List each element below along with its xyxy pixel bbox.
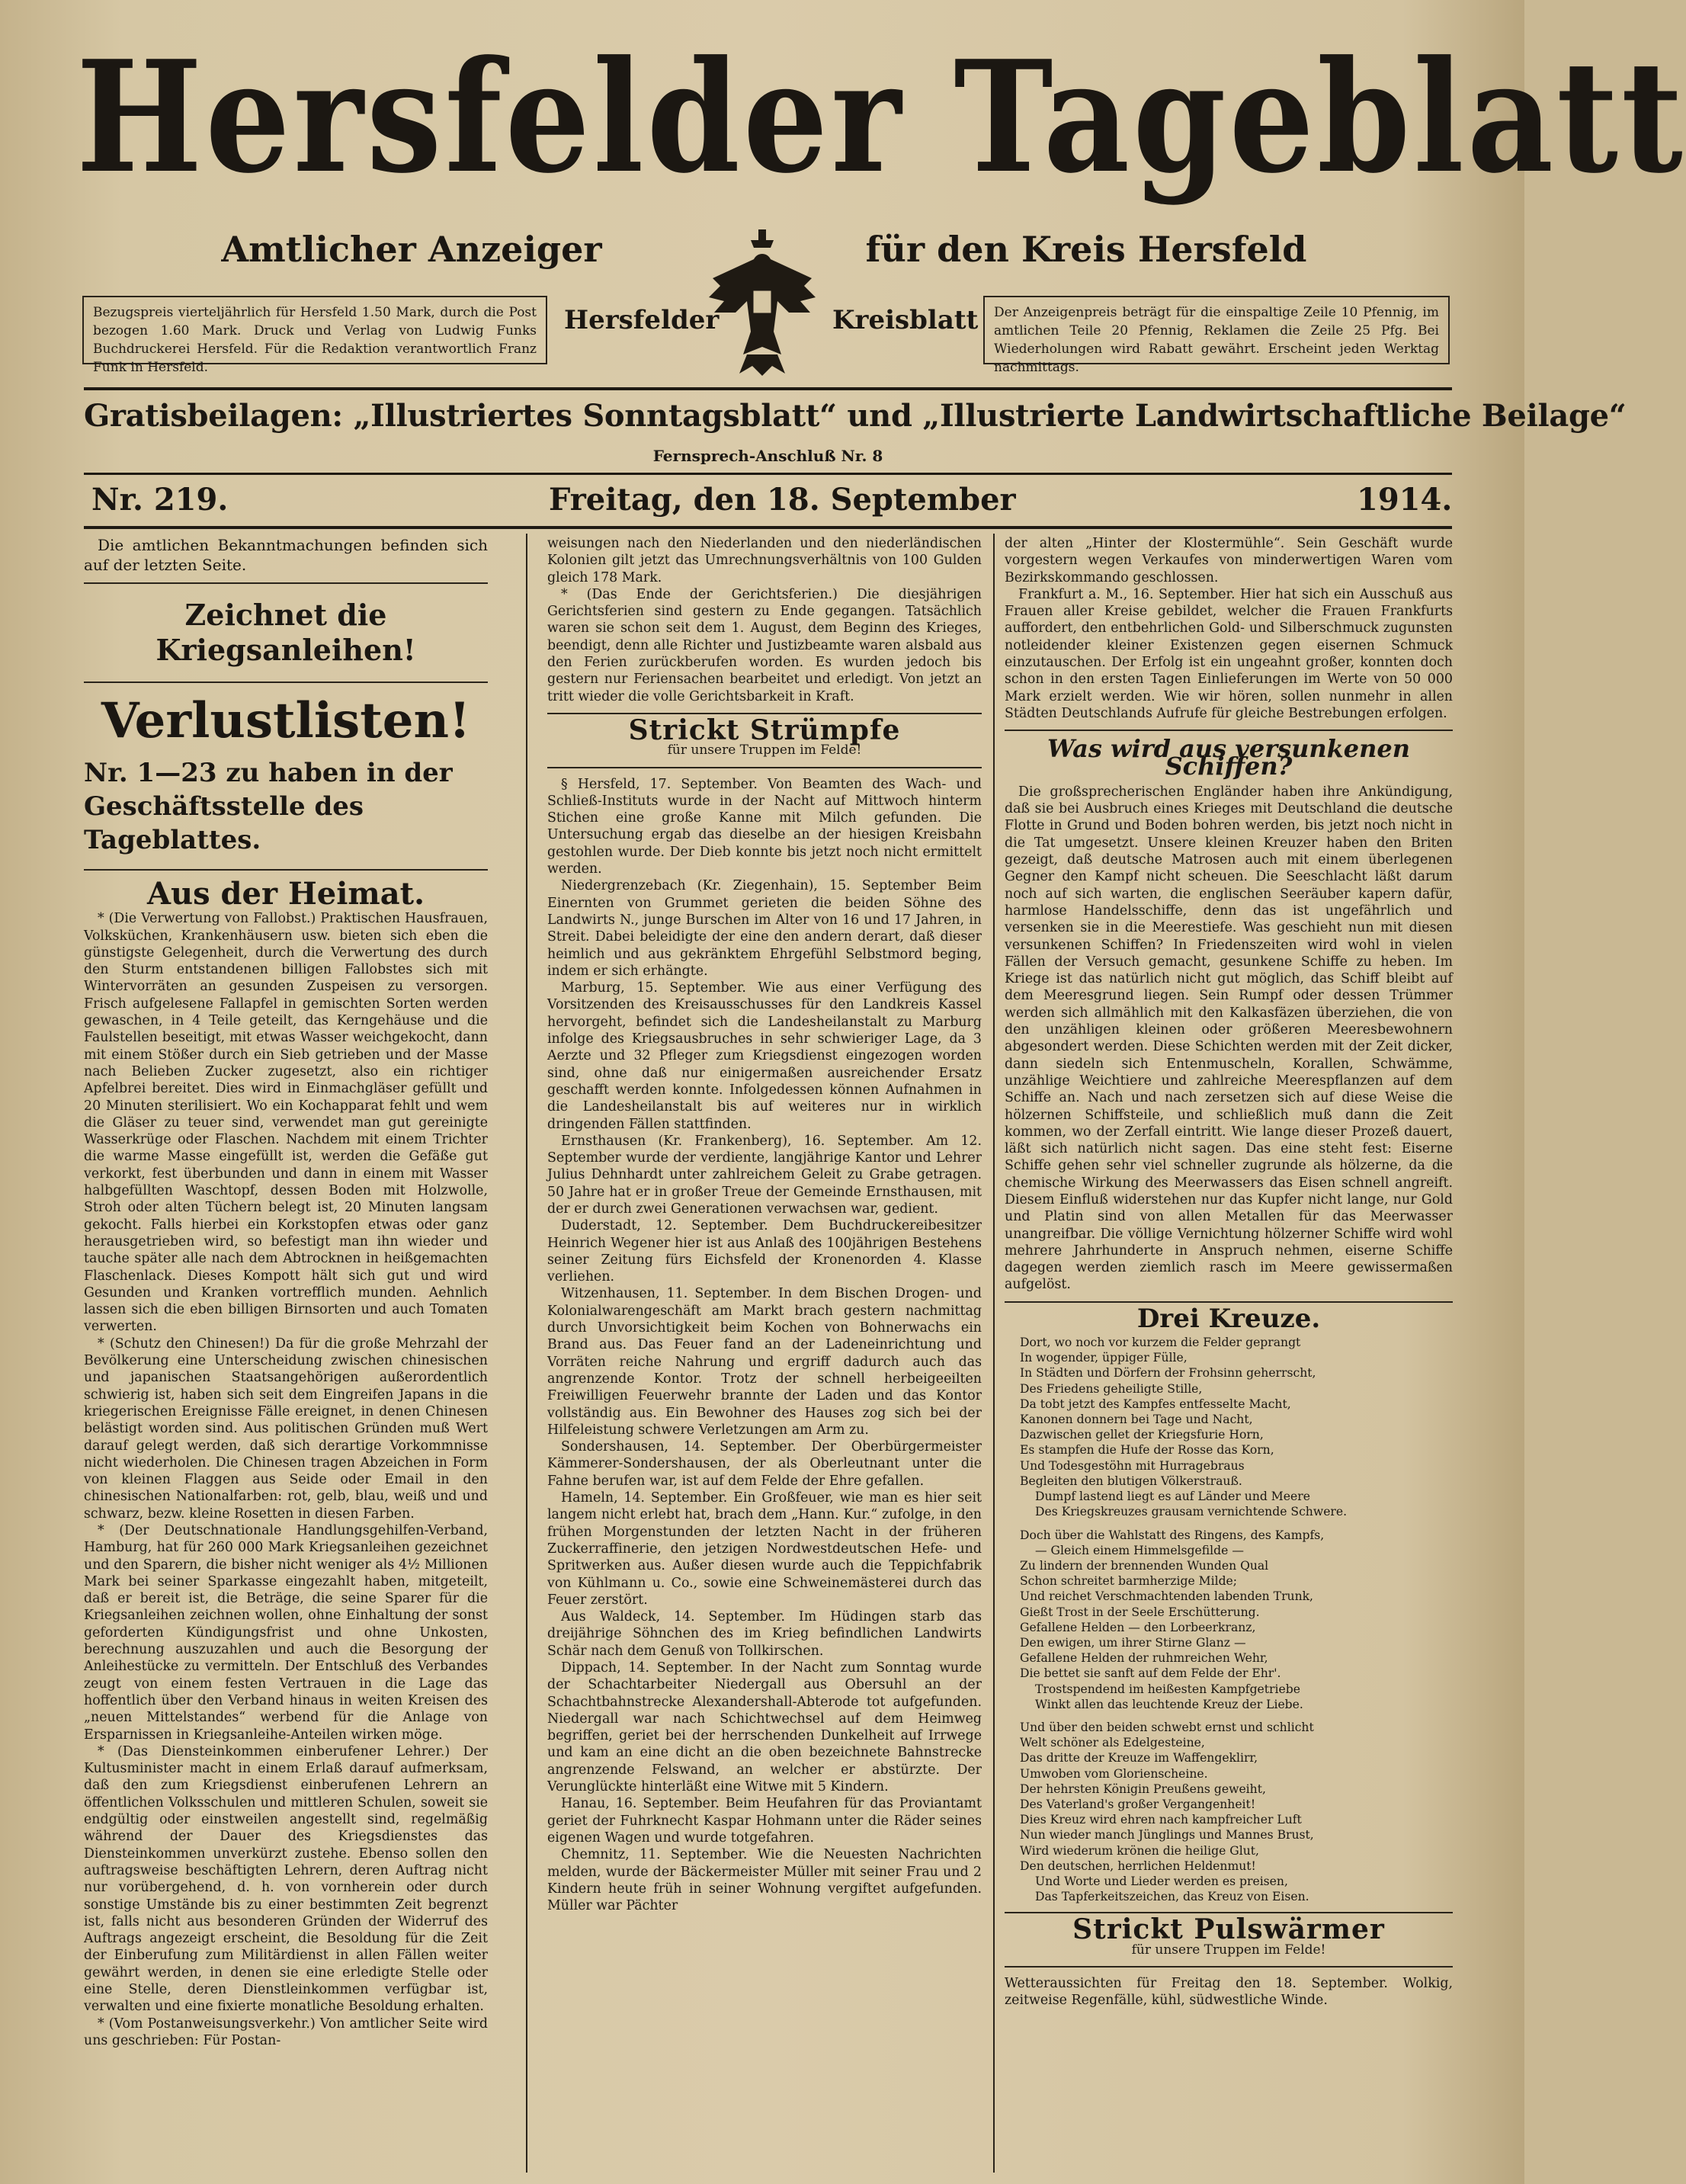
poem-line: Dazwischen gellet der Kriegsfurie Horn,: [1020, 1428, 1264, 1442]
poem-line: Umwoben vom Glorienscheine.: [1020, 1766, 1208, 1781]
article-hanau: Hanau, 16. September. Beim Heufahren für das Proviantamt geriet der Fuhrknecht Kaspar Hohmann unter die Räder seines eigenen Wagen und wurde totgefahren.: [547, 1796, 982, 1846]
poem-line: Da tobt jetzt des Kampfes entfesselte Macht,: [1020, 1397, 1291, 1411]
article-witzenhausen: Witzenhausen, 11. September. In dem Bischen Drogen- und Kolonialwarengeschäft am Markt brach gestern nachmittag durch Unvorsichtigkeit beim Kochen von Bohnerwachs ein Brand aus. Das Feuer fand an der Ladeneinrichtung und Vorräten reiche Nahrung und ergriff dadurch auch das angrenzende Kontor. Trotz der schnell herbeigeeilten Freiwilligen Feuerwehr brannte der Laden und das Kontor vollständig aus. Ein Bewohner des Hauses zog sich bei der Hilfeleistung schwere Verletzungen am Arm zu.: [547, 1286, 982, 1438]
poem-title: Drei Kreuze.: [1136, 1303, 1321, 1334]
column-3: [1005, 535, 1453, 2009]
issue-number: Nr. 219.: [91, 482, 229, 518]
headline-verlustlisten: Verlustlisten!: [101, 692, 471, 749]
imperial-eagle-icon: [705, 225, 819, 377]
poem-line: Der hehrsten Königin Preußens geweiht,: [1020, 1782, 1266, 1796]
poem-line: Schon schreitet barmherzige Milde;: [1020, 1574, 1238, 1589]
side-label-left: Hersfelder: [564, 305, 720, 335]
advertising-price-box: Der Anzeigenpreis beträgt für die einspaltige Zeile 10 Pfennig, im amtlichen Teile 20 Pfennig, Reklamen die Zeile 25 Pfg. Bei Wiederholungen wird Rabatt gewährt. Erscheint jeden Werktag nachmittags.: [983, 296, 1450, 364]
subtitle-right: für den Kreis Hersfeld: [865, 229, 1307, 270]
supplements-line: Gratisbeilagen: „Illustriertes Sonntagsblatt“ und „Illustrierte Landwirtschaftliche Beilage“: [84, 398, 1627, 434]
poem-line: Wird wiederum krönen die heilige Glut,: [1020, 1843, 1259, 1858]
article-gerichtsferien: * (Das Ende der Gerichtsferien.) Die diesjährigen Gerichtsferien sind gestern zu Ende gegangen. Tatsächlich waren sie schon seit dem 1. August, dem Beginn des Krieges, beendigt, denn alle Richter und Justizbeamte waren alsbald aus den Ferien zurückberufen worden. Es wurden jedoch bis gestern nur Feriensachen bearbeitet und erledigt. Von jetzt an tritt wieder die volle Gerichtsbarkeit in Kraft.: [547, 586, 982, 704]
masthead-title: Hersfelder Tageblatt: [76, 27, 1686, 208]
poem-line: Es stampfen die Hufe der Rosse das Korn,: [1020, 1443, 1274, 1458]
headline-kriegsanleihen: Zeichnet die Kriegsanleihen!: [155, 598, 416, 667]
ad-strickt-pulswaermer: Strickt Pulswärmer: [1072, 1913, 1385, 1946]
article-hameln: Hameln, 14. September. Ein Großfeuer, wie man es hier seit langem nicht erlebt hat, brach dem „Hann. Kur.“ zufolge, in den frühen Morgenstunden der letzten Nacht in der früheren Zuckerraffinerie, den jetzigen Nordwestdeutschen Hefe- und Spritwerken aus. Außer diesen wurde auch die Teppichfabrik von Kühlmann u. Co., sowie eine Schweinemästerei durch das Feuer zerstört.: [547, 1490, 982, 1608]
article-marburg: Marburg, 15. September. Wie aus einer Verfügung des Vorsitzenden des Kreisausschusses für den Landkreis Kassel hervorgeht, befindet sich die Landesheilanstalt zu Marburg infolge des Kriegsausbruches in sehr schwieriger Lage, da 3 Aerzte und 32 Pfleger zum Kriegsdienst eingezogen worden sind, ohne daß nur einigermaßen ausreichender Ersatz geschafft werden konnte. Infolgedessen können Aufnahmen in die Landesheilanstalt bis auf weiteres nur in wirklich dringenden Fällen stattfinden.: [547, 980, 982, 1132]
subscription-box: Bezugspreis vierteljährlich für Hersfeld 1.50 Mark, durch die Post bezogen 1.60 Mark. Druck und Verlag von Ludwig Funks Buchdruckerei Hersfeld. Für die Redaktion verantwortlich Franz Funk in Hersfeld.: [82, 296, 547, 364]
poem-line: Gefallene Helden der ruhmreichen Wehr,: [1020, 1651, 1268, 1666]
article-chemnitz: Chemnitz, 11. September. Wie die Neuesten Nachrichten melden, wurde der Bäckermeister Müller mit seiner Frau und 2 Kindern heute früh in seiner Wohnung vergiftet aufgefunden. Müller war Pächter: [547, 1847, 982, 1914]
poem-line: Den ewigen, um ihrer Stirne Glanz —: [1020, 1635, 1246, 1650]
poem-line: Und über den beiden schwebt ernst und schlicht: [1020, 1720, 1314, 1734]
poem-line: In wogender, üppiger Fülle,: [1020, 1351, 1188, 1365]
poem-line: Kanonen donnern bei Tage und Nacht,: [1020, 1413, 1253, 1427]
subtitle-left: Amtlicher Anzeiger: [221, 229, 602, 270]
side-label-right: Kreisblatt: [832, 305, 979, 335]
poem-line: Das dritte der Kreuze im Waffengeklirr,: [1020, 1751, 1258, 1765]
article-dippach: Dippach, 14. September. In der Nacht zum Sonntag wurde der Schachtarbeiter Niedergall aus Obersuhl an der Schachtbahnstrecke Alexandershall-Abterode tot aufgefunden. Niedergall war nach Schichtwechsel auf dem Heimweg begriffen, geriet bei der herrschenden Dunkelheit auf Irrwege und kam an eine dicht an die oben bezeichnete Bahnstrecke angrenzende Felswand, an welcher er abstürzte. Der Verunglückte hinterläßt eine Witwe mit 5 Kindern.: [547, 1660, 982, 1795]
poem-line: Gießt Trost in der Seele Erschütterung.: [1020, 1605, 1260, 1619]
poem-line: — Gleich einem Himmelsgefilde —: [1035, 1543, 1244, 1557]
article-versunkene-schiffe: Die großsprecherischen Engländer haben ihre Ankündigung, daß sie bei Ausbruch eines Krieges mit Deutschland die deutsche Flotte in Grund und Boden bohren werden, bis jetzt noch nicht in die Tat umgesetzt. Unsere kleinen Kreuzer haben den Briten gezeigt, daß deutsche Matrosen auch mit einem überlegenen Gegner den Kampf nicht scheuen. Die Seeschlacht läßt darum noch auf sich warten, die englischen Seeräuber kapern dafür, harmlose Handelsschiffe, denn das ist ungefährlich und versenken sie in die Meerestiefe. Was geschieht nun mit diesen versunkenen Schiffen? In Friedenszeiten wird wohl in vielen Fällen der Versuch gemacht, gesunkene Schiffe zu heben. Im Kriege ist das natürlich nicht gut möglich, das Schiff bleibt auf dem Meeresgrund liegen. Sein Rumpf oder dessen Trümmer werden sich allmählich mit den Kalkasfäzen überziehen, die von den unzähligen kleinen oder größeren Meeresbewohnern abgesondert werden. Diese Schichten werden mit der Zeit dicker, dann siedeln sich Entenmuscheln, Korallen, Schwämme, unzählige Weichtiere und zahlreiche Meerespflanzen auf dem Schiffe an. Nach und nach zersetzen sich auf diese Weise die hölzernen Schiffsteile, und schließlich muß dann die Zeit kommen, wo der Zerfall eintritt. Wie lange dieser Prozeß dauert, läßt sich natürlich nicht sagen. Das eine steht fest: Eiserne Schiffe gehen sehr viel schneller zugrunde als hölzerne, da die chemische Wirkung des Meerwassers das Eisen schnell angreift. Diesem Einfluß widerstehen nur das Kupfer nicht lange, nur Gold und Platin sind von allen Metallen für das Meerwasser unangreifbar. Die völlige Vernichtung hölzerner Schiffe wird wohl mehrere Jahrhunderte in Anspruch nehmen, eiserne Schiffe dagegen werden ziemlich rasch im Meere gewissermaßen aufgelöst.: [1005, 784, 1453, 1293]
poem-line: Und Todesgestöhn mit Hurragebraus: [1020, 1458, 1245, 1473]
article-diensteinkommen: * (Das Diensteinkommen einberufener Lehrer.) Der Kultusminister macht in einem Erlaß darauf aufmerksam, daß den zum Kriegsdienst einberufenen Lehrern an öffentlichen Volksschulen und mittleren Schulen, soweit sie endgültig oder einstweilen angestellt sind, regelmäßig während der Dauer des Kriegsdienstes das Diensteinkommen unverkürzt zustehe. Ebenso sollen den auftragsweise beschäftigten Lehrern, deren Auftrag nicht nur vorübergehend, d. h. von vornherein oder durch sonstige Umstände bis zu einer bestimmten Zeit begrenzt ist, falls nicht aus besonderen Gründen der Widerruf des Auftrags angezeigt erscheint, die Besoldung für die Zeit der Einberufung zum Militärdienst in allen Fällen weiter gewährt werden, in denen sie eine erledigte Stelle oder eine Stelle, deren Dienstleinkommen verfügbar ist, verwalten und eine fixierte monatliche Besoldung erhalten.: [84, 1743, 488, 2015]
article-duderstadt: Duderstadt, 12. September. Dem Buchdruckereibesitzer Heinrich Wegener hier ist aus Anlaß des 100jährigen Bestehens seiner Zeitung fürs Eichsfeld der Kronenorden 4. Klasse verliehen.: [547, 1218, 982, 1285]
article-sondershausen: Sondershausen, 14. September. Der Oberbürgermeister Kämmerer-Sondershausen, der als Oberleutnant unter die Fahne berufen war, ist auf dem Felde der Ehre gefallen.: [547, 1439, 982, 1489]
weather-forecast: Wetteraussichten für Freitag den 18. September. Wolkig, zeitweise Regenfälle, kühl, südwestliche Winde.: [1005, 1975, 1453, 2009]
poem-line: Dies Kreuz wird ehren nach kampfreicher Luft: [1020, 1813, 1302, 1827]
poem-line: Zu lindern der brennenden Wunden Qual: [1020, 1558, 1269, 1573]
column-1: [84, 535, 488, 2049]
article-handlungsgehilfen: * (Der Deutschnationale Handlungsgehilfen-Verband, Hamburg, hat für 260 000 Mark Kriegsanleihen gezeichnet und den Sparern, die bisher nicht weniger als 4½ Millionen Mark bei seiner Sparkasse eingezahlt haben, mitgeteilt, daß er bereit ist, die Beträge, die seine Sparer für die Kriegsanleihen zeichnen wollen, ohne Einhaltung der sonst geforderten Kündigungsfrist und ohne Unkosten, berechnung auszuzahlen und auch die Besorgung der Anleihestücke zu vermitteln. Der Entschluß des Verbandes zeugt von einem festen Vertrauen in die Lage das hoffentlich über den Verband hinaus in weiten Kreisen des „neuen Mittelstandes“ werbend für die Anlage von Ersparnissen in Kriegsanleihe-Anteilen wirken möge.: [84, 1522, 488, 1743]
poem-line: Welt schöner als Edelgesteine,: [1020, 1736, 1205, 1750]
poem-line: [1020, 1712, 1453, 1720]
article-hersfeld: § Hersfeld, 17. September. Von Beamten des Wach- und Schließ-Instituts wurde in der Nacht auf Mittwoch hinterm Stichen eine große Kanne mit Milch gefunden. Die Untersuchung ergab das dieselbe an der hiesigen Kreisbahn gestohlen wurde. Der Dieb konnte bis jetzt noch nicht ermittelt werden.: [547, 776, 982, 877]
column-divider-1: [526, 534, 527, 2173]
article-postanweisung-cont: weisungen nach den Niederlanden und den niederländischen Kolonien gilt jetzt das Umrechnungsverhältnis von 100 Gulden gleich 178 Mark.: [547, 536, 982, 585]
poem-line: Begleiten den blutigen Völkerstrauß.: [1020, 1474, 1242, 1488]
poem-line: Winkt allen das leuchtende Kreuz der Liebe.: [1035, 1697, 1303, 1711]
poem-line: In Städten und Dörfern der Frohsinn geherrscht,: [1020, 1366, 1316, 1381]
notice-text: Die amtlichen Bekanntmachungen befinden sich auf der letzten Seite.: [84, 536, 488, 574]
poem-line: Gefallene Helden — den Lorbeerkranz,: [1020, 1620, 1256, 1634]
poem-line: Und reichet Verschmachtenden labenden Trunk,: [1020, 1589, 1314, 1604]
column-2: [547, 535, 982, 1914]
poem-line: Den deutschen, herrlichen Heldenmut!: [1020, 1858, 1256, 1873]
article-ernsthausen: Ernsthausen (Kr. Frankenberg), 16. September. Am 12. September wurde der verdiente, langjährige Kantor und Lehrer Julius Dehnhardt unter zahlreichem Geleit zu Grabe getragen. 50 Jahre hat er in großer Treue der Gemeinde Ernsthausen, mit der er durch zwei Generationen verwachsen war, gedient.: [547, 1133, 982, 1217]
article-chemnitz-cont: der alten „Hinter der Klostermühle“. Sein Geschäft wurde vorgestern wegen Verkaufes von minderwertigen Waren vom Bezirkskommando geschlossen.: [1005, 536, 1453, 585]
column-divider-2: [993, 534, 995, 2173]
ad-strickt-struempfe: Strickt Strümpfe: [628, 714, 901, 746]
poem-line: Des Kriegskreuzes grausam vernichtende Schwere.: [1035, 1505, 1348, 1519]
poem-line: Das Tapferkeitszeichen, das Kreuz von Eisen.: [1035, 1890, 1309, 1904]
poem-line: Nun wieder manch Jünglings und Mannes Brust,: [1020, 1828, 1314, 1842]
article-fallobst: * (Die Verwertung von Fallobst.) Praktischen Hausfrauen, Volksküchen, Krankenhäusern usw. bieten sich eben die günstigste Gelegenheit, durch die Verwertung des durch den Sturm entstandenen billigen Fallobstes sich mit Wintervorräten an gesunden Zuspeisen zu versorgen. Frisch aufgelesene Fallapfel in gemischten Sorten werden gewaschen, in 4 Teile geteilt, das Kerngehäuse und die Faulstellen beseitigt, mit etwas Wasser weichgekocht, dann mit einem Stößer durch ein Sieb getrieben und der Masse nach Belieben Zucker zugesetzt, also ein richtiger Apfelbrei bereitet. Dies wird in Einmachgläser gefüllt und 20 Minuten sterilisiert. Wo ein Kochapparat fehlt und wem die Gläser zu teuer sind, verwendet man gut gereinigte Wasserkrüge oder Flaschen. Nachdem mit einem Trichter die warme Masse eingefüllt ist, werden die Gefäße gut verkorkt, fest überbunden und dann in einem mit Wasser halbgefüllten Waschtopf, dessen Boden mit Holzwolle, Stroh oder alten Tüchern belegt ist, 20 Minuten langsam gekocht. Falls hierbei ein Korkstopfen etwas oder ganz herausgetrieben wird, so befestigt man ihn wieder und tauche später alle nach dem Abtrocknen in heißgemachten Flaschenlack. Dieses Kompott hält sich gut und wird Gesunden und Kranken vortrefflich munden. Aehnlich lassen sich die eben billigen Birnsorten und auch Tomaten verwerten.: [84, 911, 488, 1335]
article-waldeck: Aus Waldeck, 14. September. Im Hüdingen starb das dreijährige Söhnchen des im Krieg befindlichen Landwirts Schär nach dem Genuß von Tollkirschen.: [547, 1609, 982, 1659]
header-rule-bottom: [84, 526, 1452, 529]
poem-line: [1020, 1520, 1453, 1528]
poem-line: Des Vaterland's großer Vergangenheit!: [1020, 1797, 1256, 1811]
article-frankfurt: Frankfurt a. M., 16. September. Hier hat sich ein Ausschuß aus Frauen aller Kreise gebildet, welcher die Frauen Frankfurts auffordert, den entbehrlichen Gold- und Silberschmuck zugunsten notleidender kleiner Existenzen gegen eisernen Schmuck einzutauschen. Der Erfolg ist ein ungeahnt großer, konnten doch schon in den ersten Tagen Einlieferungen im Werte von 50 000 Mark erzielt werden. Wie wir hören, sollen nunmehr in allen Städten Deutschlands Aufrufe für gleiche Bestrebungen erfolgen.: [1005, 586, 1453, 721]
issue-year: 1914.: [1357, 482, 1453, 518]
poem-line: Des Friedens geheiligte Stille,: [1020, 1381, 1203, 1396]
verlustlisten-note: Nr. 1—23 zu haben in der Geschäftsstelle des Tageblattes.: [84, 758, 453, 855]
poem-line: Und Worte und Lieder werden es preisen,: [1035, 1874, 1288, 1888]
poem-line: Dumpf lastend liegt es auf Länder und Meere: [1035, 1490, 1310, 1504]
article-chinesen: * (Schutz den Chinesen!) Da für die große Mehrzahl der Bevölkerung eine Unterscheidung zwischen chinesischen und japanischen Staatsangehörigen außerordentlich schwierig ist, haben sich seit dem Eingreifen Japans in die kriegerischen Ereignisse Fälle ereignet, in denen Chinesen belästigt worden sind. Aus politischen Gründen muß Wert darauf gelegt werden, daß sich derartige Vorkommnisse nicht wiederholen. Die Chinesen tragen Abzeichen in Form von kleinen Flaggen aus Seide oder Email in den chinesischen Nationalfarben: rot, gelb, blau, weiß und und schwarz, bezw. kleine Rosetten in diesen Farben.: [84, 1336, 488, 1522]
phone-line: Fernsprech-Anschluß Nr. 8: [652, 447, 883, 465]
article-postanweisung: * (Vom Postanweisungsverkehr.) Von amtlicher Seite wird uns geschrieben: Für Postan-: [84, 2016, 488, 2048]
poem-line: Die bettet sie sanft auf dem Felde der Ehr'.: [1020, 1666, 1281, 1681]
poem-drei-kreuze: [1005, 1335, 1453, 1904]
headline-versunkene-schiffe: Was wird aus versunkenen Schiffen?: [1047, 734, 1411, 781]
poem-line: Dort, wo noch vor kurzem die Felder geprangt: [1020, 1336, 1301, 1350]
poem-line: Trostspendend im heißesten Kampfgetriebe: [1035, 1682, 1300, 1696]
ad-strickt-pulswaermer-sub: für unsere Truppen im Felde!: [1131, 1942, 1326, 1958]
header-rule-top: [84, 387, 1452, 390]
ad-strickt-struempfe-sub: für unsere Truppen im Felde!: [667, 742, 862, 758]
poem-line: Doch über die Wahlstatt des Ringens, des Kampfs,: [1020, 1528, 1325, 1542]
issue-date: Freitag, den 18. September: [549, 482, 1016, 518]
header-rule-mid: [84, 473, 1452, 475]
article-niedergrenzebach: Niedergrenzebach (Kr. Ziegenhain), 15. September Beim Einernten von Grummet gerieten die beiden Söhne des Landwirts N., junge Burschen im Alter von 16 und 17 Jahren, in Streit. Dabei beleidigte der eine den andern derart, daß dieser heimlich und aus gekränktem Ehrgefühl Selbstmord beging, indem er sich erhängte.: [547, 878, 982, 979]
section-heading-heimat: Aus der Heimat.: [146, 876, 425, 912]
